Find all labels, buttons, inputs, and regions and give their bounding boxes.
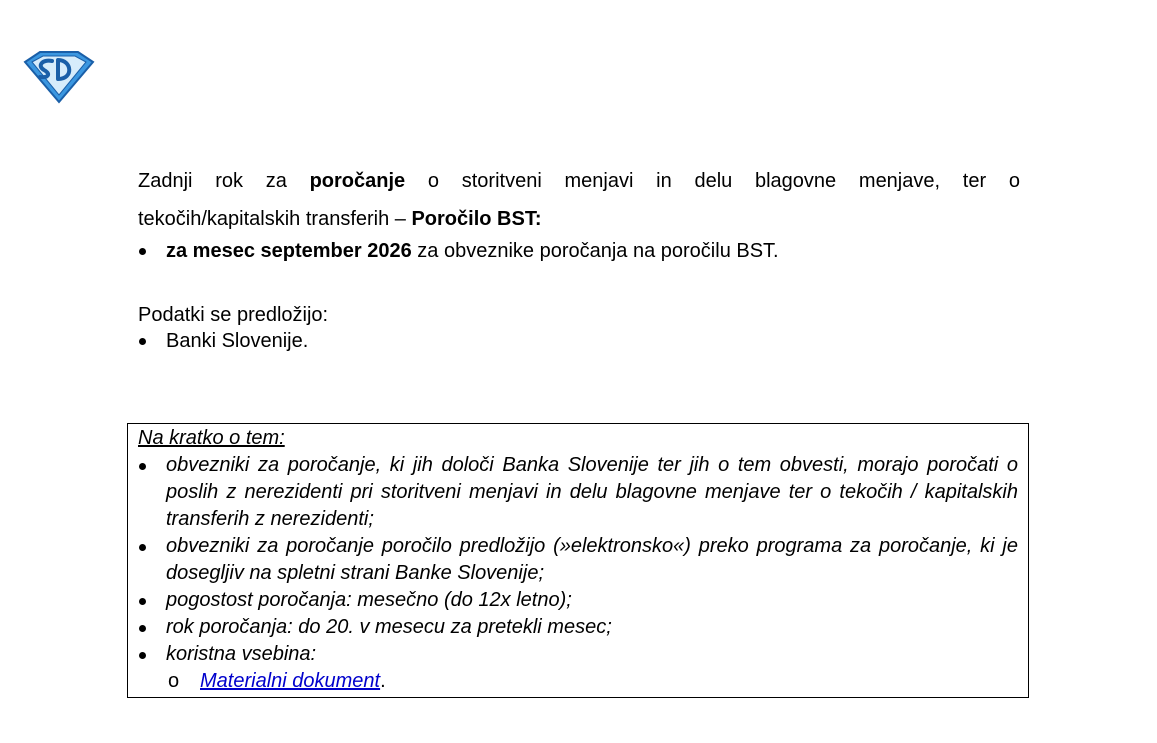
summary-box — [127, 423, 1029, 698]
summary-list — [138, 452, 1018, 668]
recipient-list — [138, 328, 1020, 354]
material-document-link[interactable]: Materialni dokument — [200, 670, 381, 692]
useful-content-subitem — [138, 668, 1018, 695]
summary-item: pogostost poročanja: mesečno (do 12x letno); — [138, 587, 1018, 614]
summary-item: obvezniki za poročanje, ki jih določi Banka Slovenije ter jih o tem obvesti, morajo poročati o poslih z nerezidenti pri storitveni menjavi in delu blagovne menjave ter o tekočih / kapitalskih transferih z nerezidenti; — [138, 452, 1018, 533]
summary-item: obvezniki za poročanje poročilo predložijo (»elektronsko«) preko programa za poročanje, ki je dosegljiv na spletni strani Banke Slovenije; — [138, 533, 1018, 587]
intro-line-2: tekočih/kapitalskih transferih – Poročilo BST: — [138, 208, 542, 230]
link-suffix: . — [380, 670, 386, 692]
summary-item: koristna vsebina: — [138, 641, 1018, 668]
intro-bold-term: poročanje — [309, 170, 406, 192]
intro-paragraph — [138, 162, 1020, 238]
deadline-list — [138, 238, 1020, 264]
intro-line-1: Zadnji rok za poročanje o storitveni menjavi in delu blagovne menjave, ter o — [138, 170, 1020, 192]
sd-shield-logo-icon — [22, 48, 96, 104]
recipient-item: Banki Slovenije. — [138, 328, 1020, 354]
report-name: Poročilo BST: — [411, 208, 542, 230]
summary-item: rok poročanja: do 20. v mesecu za pretekli mesec; — [138, 614, 1018, 641]
summary-title: Na kratko o tem: — [138, 427, 285, 449]
deadline-item: za mesec september 2026 za obveznike poročanja na poročilu BST. — [138, 238, 1020, 264]
submit-heading: Podatki se predložijo: — [138, 304, 329, 326]
document-body — [138, 162, 1020, 354]
sub-bullet-marker: o — [168, 670, 180, 692]
